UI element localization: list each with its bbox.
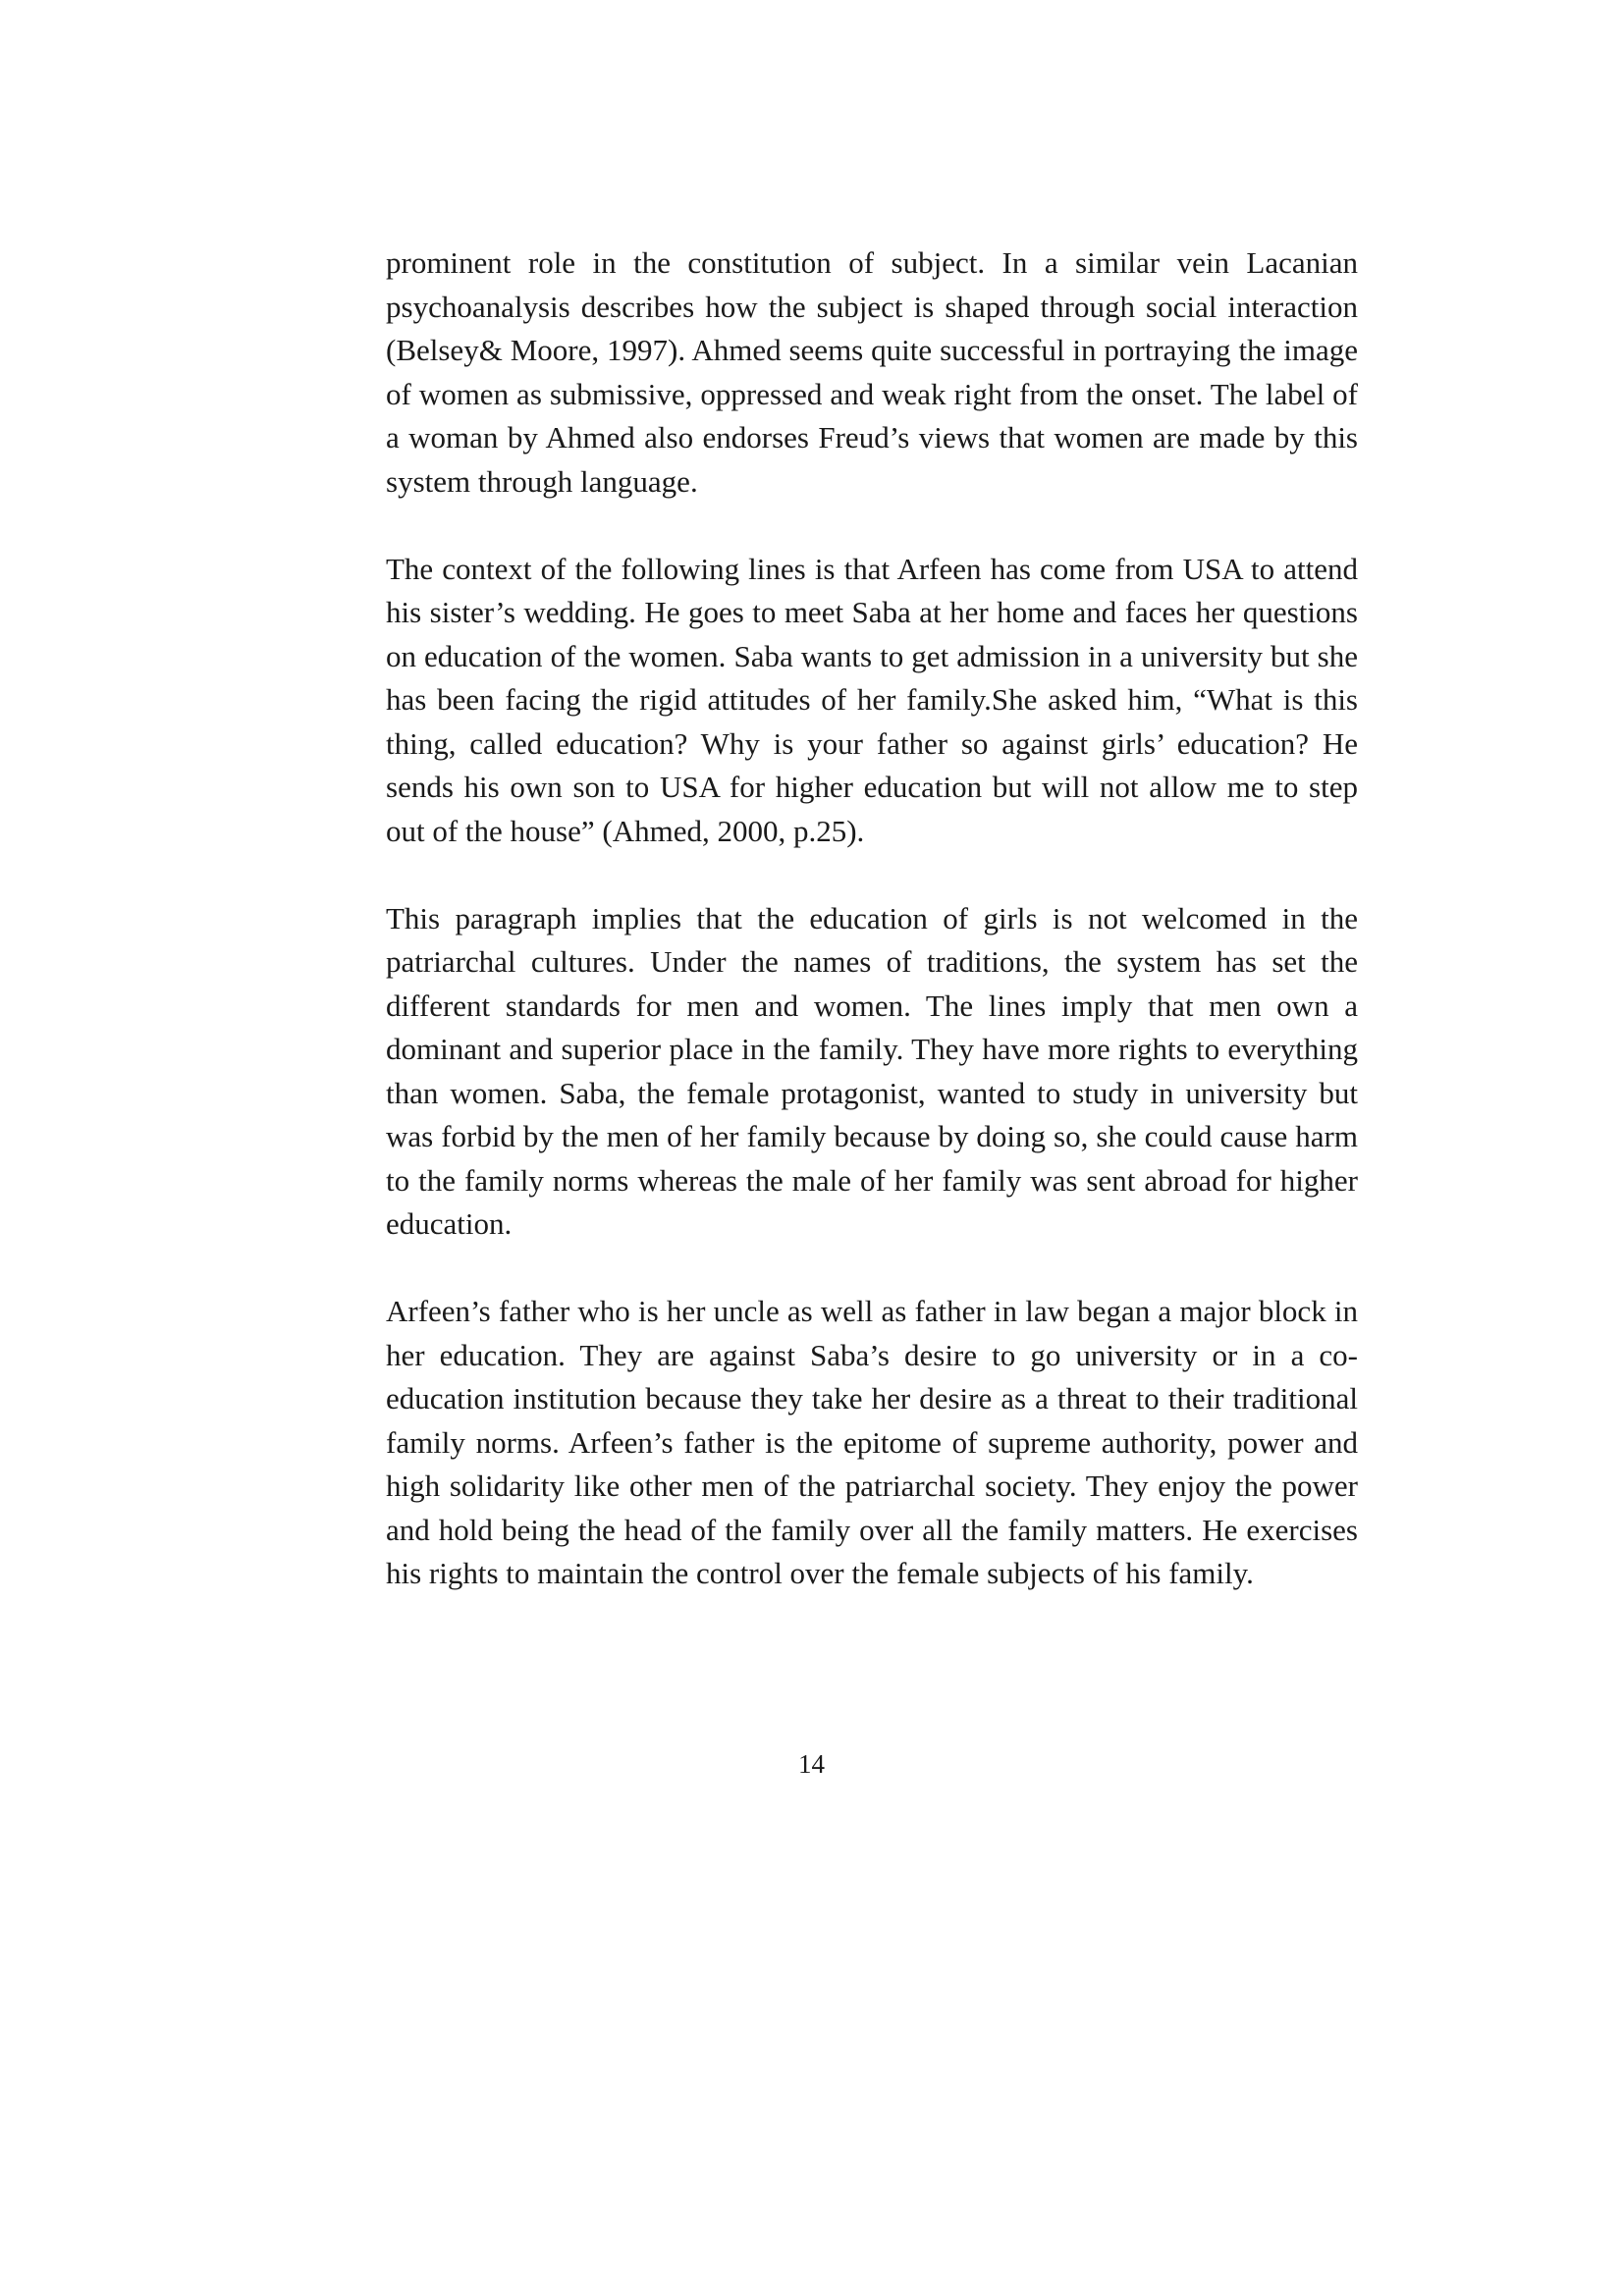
paragraph-3: This paragraph implies that the education of girls is not welcomed in the patriarchal cultures. Under the names of traditions, the system has set the different standards for men and women. The lines imply that men own a dominant and superior place in the family. They have more rights to everything than women. Saba, the female protagonist, wanted to study in university but was forbid by the men of her family because by doing so, she could cause harm to the family norms whereas the male of her family was sent abroad for higher education. <box>386 900 1358 1241</box>
body-text <box>386 241 1358 1639</box>
paragraph-4: Arfeen’s father who is her uncle as well as father in law began a major block in her education. They are against Saba’s desire to go university or in a co-education institution because they take her desire as a threat to their traditional family norms. Arfeen’s father is the epitome of supreme authority, power and high solidarity like other men of the patriarchal society. They enjoy the power and hold being the head of the family over all the family matters. He exercises his rights to maintain the control over the female subjects of his family. <box>386 1294 1358 1590</box>
page-number: 14 <box>798 1749 825 1779</box>
paragraph-2: The context of the following lines is that Arfeen has come from USA to attend his sister’s wedding. He goes to meet Saba at her home and faces her questions on education of the women. Saba wants to get admission in a university but she has been facing the rigid attitudes of her family.She asked him, “What is this thing, called education? Why is your father so against girls’ education? He sends his own son to USA for higher education but will not allow me to step out of the house” (Ahmed, 2000, p.25). <box>386 551 1358 848</box>
paragraph-1: prominent role in the constitution of subject. In a similar vein Lacanian psychoanalysis describes how the subject is shaped through social interaction (Belsey& Moore, 1997). Ahmed seems quite successful in portraying the image of women as submissive, oppressed and weak right from the onset. The label of a woman by Ahmed also endorses Freud’s views that women are made by this system through language. <box>386 245 1358 499</box>
